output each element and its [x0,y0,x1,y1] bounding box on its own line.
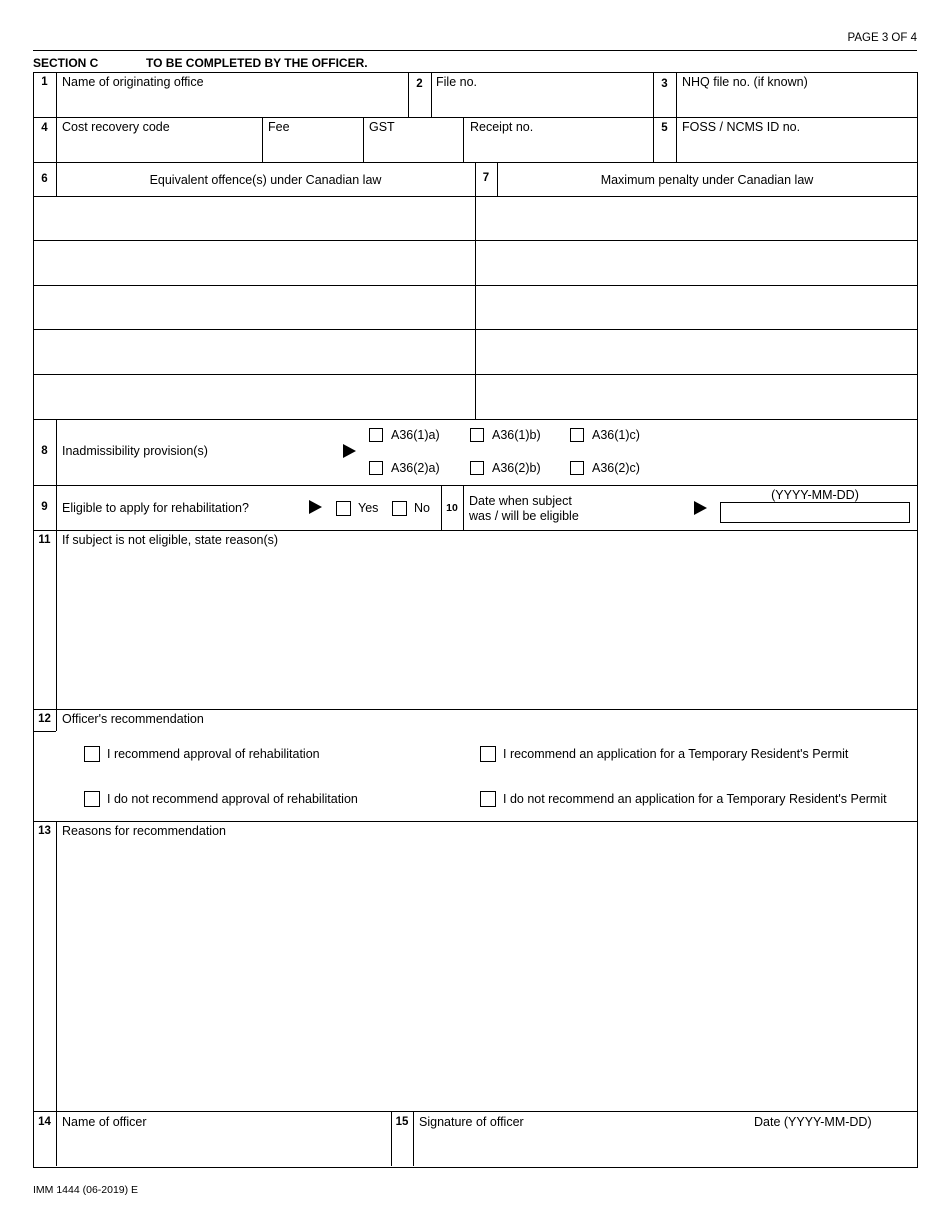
checkbox-recommend-approval[interactable] [84,746,100,762]
form-id: IMM 1444 (06-2019) E [33,1184,139,1196]
checkbox-a36-2a[interactable] [369,461,383,475]
gst-label: GST [369,120,395,134]
officer-name-field[interactable] [57,1130,390,1165]
field-number: 1 [41,76,48,88]
foss-ncms-label: FOSS / NCMS ID no. [682,120,801,134]
checkbox-a36-1c[interactable] [570,428,584,442]
fee-field[interactable] [263,135,362,161]
field-number: 3 [661,78,668,90]
penalty-field-4[interactable] [476,330,915,373]
date-eligible-label: Date when subject [469,494,572,508]
field-number: 10 [446,502,458,514]
signature-date-label: Date (YYYY-MM-DD) [754,1115,872,1129]
recommend-trp-label: I recommend an application for a Temporary Resident's Permit [503,747,849,761]
nhq-file-no-field[interactable] [677,90,915,116]
no-label: No [414,501,430,515]
officer-recommendation-label: Officer's recommendation [62,712,204,726]
cost-recovery-field[interactable] [57,135,261,161]
equivalent-offence-label: Equivalent offence(s) under Canadian law [149,173,382,187]
field-number: 12 [38,713,51,725]
field-number: 2 [416,78,423,90]
recommend-approval-label: I recommend approval of rehabilitation [107,747,320,761]
receipt-no-label: Receipt no. [470,120,534,134]
reasons-for-recommendation-field[interactable] [57,841,915,1110]
nhq-file-no-label: NHQ file no. (if known) [682,75,808,89]
penalty-field-5[interactable] [476,375,915,418]
checkbox-label: A36(2)a) [391,461,440,475]
checkbox-a36-2c[interactable] [570,461,584,475]
section-title: TO BE COMPLETED BY THE OFFICER. [146,56,368,70]
checkbox-yes[interactable] [336,501,351,516]
checkbox-a36-1a[interactable] [369,428,383,442]
gst-field[interactable] [364,135,463,161]
yes-label: Yes [358,501,379,515]
field-number: 6 [41,173,48,185]
receipt-no-field[interactable] [464,135,652,161]
cost-recovery-label: Cost recovery code [62,120,170,134]
offence-field-1[interactable] [34,197,474,239]
signature-date-field[interactable] [750,1130,915,1165]
not-eligible-reasons-field[interactable] [57,550,915,708]
field-number: 8 [41,445,48,457]
checkbox-label: A36(2)b) [492,461,541,475]
foss-ncms-field[interactable] [677,135,915,161]
checkbox-not-recommend-approval[interactable] [84,791,100,807]
checkbox-not-recommend-trp[interactable] [480,791,496,807]
page-number: PAGE 3 OF 4 [847,32,917,44]
not-recommend-approval-label: I do not recommend approval of rehabilitation [107,792,358,806]
officer-name-label: Name of officer [62,1115,147,1129]
not-recommend-trp-label: I do not recommend an application for a Temporary Resident's Permit [503,792,887,806]
checkbox-recommend-trp[interactable] [480,746,496,762]
not-eligible-reasons-label: If subject is not eligible, state reason(s) [62,533,279,547]
reasons-for-recommendation-label: Reasons for recommendation [62,824,226,838]
field-number: 13 [38,825,51,837]
officer-signature-field[interactable] [414,1130,744,1165]
max-penalty-label: Maximum penalty under Canadian law [600,173,814,187]
officer-signature-label: Signature of officer [419,1115,524,1129]
arrow-right-icon [309,500,322,514]
arrow-right-icon [694,501,707,515]
date-eligible-label: was / will be eligible [469,509,579,523]
checkbox-a36-2b[interactable] [470,461,484,475]
arrow-right-icon [343,444,356,458]
field-number: 4 [41,122,48,134]
inadmissibility-label: Inadmissibility provision(s) [62,444,208,458]
section-id: SECTION C [33,56,99,70]
checkbox-a36-1b[interactable] [470,428,484,442]
field-number: 15 [395,1116,409,1128]
field-number: 11 [38,534,51,546]
eligible-question-label: Eligible to apply for rehabilitation? [62,501,249,515]
checkbox-label: A36(2)c) [592,461,640,475]
field-number: 5 [661,122,668,134]
eligibility-date-input[interactable] [720,502,910,523]
fee-label: Fee [268,120,290,134]
field-number: 7 [482,172,490,184]
offence-field-5[interactable] [34,375,474,418]
checkbox-label: A36(1)a) [391,428,440,442]
penalty-field-2[interactable] [476,241,915,284]
offence-field-3[interactable] [34,286,474,328]
checkbox-label: A36(1)c) [592,428,640,442]
checkbox-label: A36(1)b) [492,428,541,442]
penalty-field-1[interactable] [476,197,915,239]
offence-field-2[interactable] [34,241,474,284]
originating-office-label: Name of originating office [62,75,204,89]
date-format-label: (YYYY-MM-DD) [771,488,859,502]
file-no-label: File no. [436,75,477,89]
offence-field-4[interactable] [34,330,474,373]
file-no-field[interactable] [432,90,652,116]
originating-office-field[interactable] [57,90,407,116]
checkbox-no[interactable] [392,501,407,516]
field-number: 9 [41,501,48,513]
penalty-field-3[interactable] [476,286,915,328]
top-divider [33,50,917,51]
field-number: 14 [38,1116,51,1128]
